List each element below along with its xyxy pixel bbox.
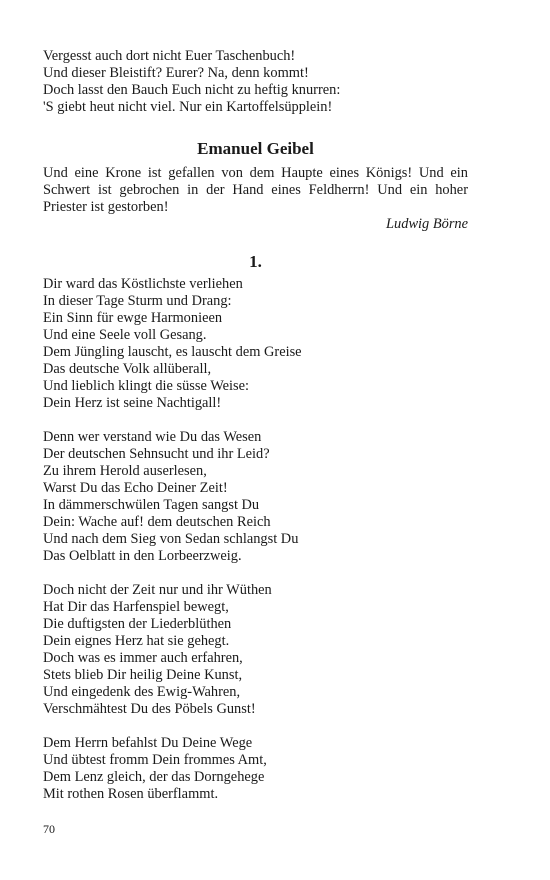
verse-line: Und übtest fromm Dein frommes Amt, <box>43 752 267 768</box>
poem-title: Emanuel Geibel <box>197 139 314 158</box>
verse-line: Verschmähtest Du des Pöbels Gunst! <box>43 701 256 717</box>
stanza-3 <box>43 582 468 718</box>
verse-line: Doch was es immer auch erfahren, <box>43 650 243 666</box>
verse-line: In dieser Tage Sturm und Drang: <box>43 293 232 309</box>
verse-line: Stets blieb Dir heilig Deine Kunst, <box>43 667 243 683</box>
verse-line: Und eine Seele voll Gesang. <box>43 327 207 343</box>
book-page <box>43 48 468 803</box>
verse-line: Zu ihrem Herold auserlesen, <box>43 463 207 479</box>
verse-line: Dir ward das Köstlichste verliehen <box>43 276 243 292</box>
verse-line: Dein eignes Herz hat sie gehegt. <box>43 633 230 649</box>
verse-line: Dem Jüngling lauscht, es lauscht dem Greise <box>43 344 302 360</box>
verse-line: Der deutschen Sehnsucht und ihr Leid? <box>43 446 270 462</box>
verse-line: Warst Du das Echo Deiner Zeit! <box>43 480 228 496</box>
epigraph-text: Und eine Krone ist gefallen von dem Haupte eines Königs! Und ein Schwert ist gebrochen in der Hand eines Feldherrn! Und ein hoher Priester ist gestorben! <box>43 165 468 215</box>
section-number: 1. <box>249 252 262 271</box>
verse-line: Und nach dem Sieg von Sedan schlangst Du <box>43 531 299 547</box>
verse-line: Und lieblich klingt die süsse Weise: <box>43 378 250 394</box>
page-number: 70 <box>43 822 55 836</box>
epigraph <box>43 165 468 233</box>
verse-line: Hat Dir das Harfenspiel bewegt, <box>43 599 229 615</box>
verse-line: 'S giebt heut nicht viel. Nur ein Kartoffelsüpplein! <box>43 99 333 115</box>
verse-line: Dem Herrn befahlst Du Deine Wege <box>43 735 253 751</box>
verse-line: Vergesst auch dort nicht Euer Taschenbuch! <box>43 48 296 64</box>
verse-line: Das deutsche Volk allüberall, <box>43 361 212 377</box>
stanza-4 <box>43 735 468 803</box>
stanza-2 <box>43 429 468 565</box>
verse-line: Und dieser Bleistift? Eurer? Na, denn kommt! <box>43 65 309 81</box>
verse-line: Dem Lenz gleich, der das Dorngehege <box>43 769 265 785</box>
verse-line: Und eingedenk des Ewig-Wahren, <box>43 684 241 700</box>
verse-line: Mit rothen Rosen überflammt. <box>43 786 219 802</box>
verse-line: Das Oelblatt in den Lorbeerzweig. <box>43 548 242 564</box>
verse-line: Doch nicht der Zeit nur und ihr Wüthen <box>43 582 272 598</box>
verse-line: Ein Sinn für ewge Harmonieen <box>43 310 223 326</box>
verse-line: Die duftigsten der Liederblüthen <box>43 616 232 632</box>
verse-line: Denn wer verstand wie Du das Wesen <box>43 429 262 445</box>
verse-line: Doch lasst den Bauch Euch nicht zu heftig knurren: <box>43 82 341 98</box>
epigraph-attribution: Ludwig Börne <box>386 216 468 232</box>
opening-stanza <box>43 48 468 116</box>
stanza-1 <box>43 276 468 412</box>
verse-line: Dein: Wache auf! dem deutschen Reich <box>43 514 271 530</box>
verse-line: In dämmerschwülen Tagen sangst Du <box>43 497 260 513</box>
verse-line: Dein Herz ist seine Nachtigall! <box>43 395 222 411</box>
